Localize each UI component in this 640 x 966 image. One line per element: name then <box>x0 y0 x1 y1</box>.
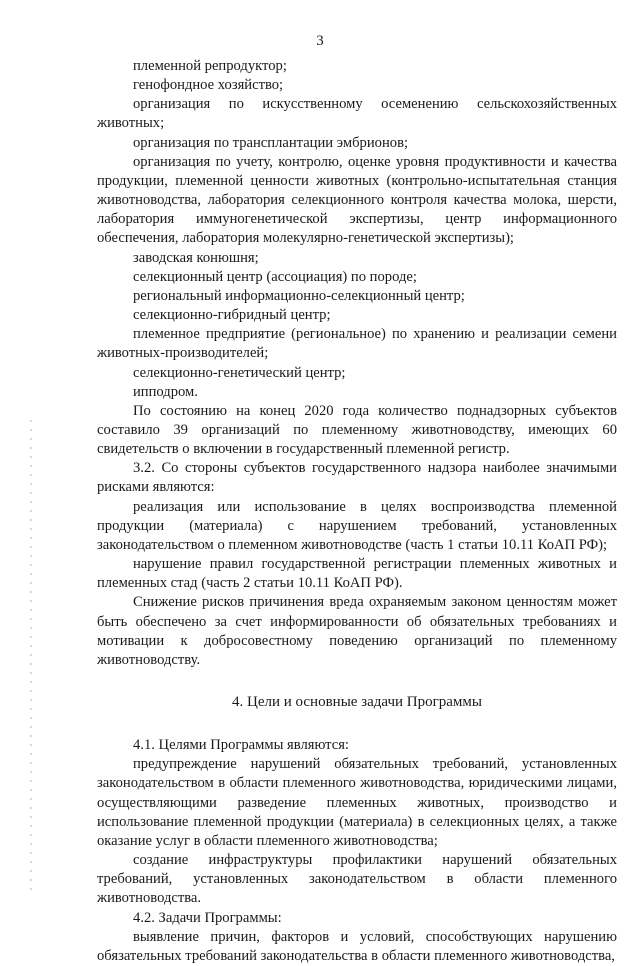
paragraph: организация по искусственному осеменению сельскохозяйственных животных; <box>97 96 617 132</box>
paragraph: организация по учету, контролю, оценке уровня продуктивности и качества продукции, племенной ценности животных (контрольно-испытательная станция животноводства, лаборатория селекционного контроля качества молока, шерсти, лаборатория иммуногенетической экспертизы, центр информационного обеспечения, лаборатория молекулярно-генетической экспертизы); <box>97 153 617 247</box>
page-number: 3 <box>316 33 324 49</box>
paragraph: ипподром. <box>133 383 198 400</box>
document-body <box>97 57 617 966</box>
paragraph: 3.2. Со стороны субъектов государственного надзора наиболее значимыми рисками являются: <box>97 460 617 496</box>
paragraph: выявление причин, факторов и условий, способствующих нарушению обязательных требований законодательства в области племенного животноводства, <box>97 928 617 964</box>
scan-edge-artifact <box>30 420 32 890</box>
paragraph: 4.2. Задачи Программы: <box>133 909 282 926</box>
paragraph: организация по трансплантации эмбрионов; <box>133 134 409 151</box>
paragraph: генофондное хозяйство; <box>133 77 284 94</box>
paragraph: Снижение рисков причинения вреда охраняемым законом ценностям может быть обеспечено за счет информированности об обязательных требованиях и мотивации к добросовестному поведению организаций по племенному животноводству. <box>97 594 617 668</box>
paragraph: реализация или использование в целях воспроизводства племенной продукции (материала) с нарушением требований, установленных законодательством о племенном животноводстве (часть 1 статьи 10.11 КоАП РФ); <box>97 498 617 553</box>
paragraph: селекционно-гибридный центр; <box>133 307 331 324</box>
paragraph: селекционно-генетический центр; <box>133 364 346 381</box>
paragraph: По состоянию на конец 2020 года количество поднадзорных субъектов составило 39 организаций по племенному животноводству, имеющих 60 свидетельств о включении в государственный племенной регистр. <box>97 402 617 458</box>
paragraph: 4.1. Целями Программы являются: <box>133 737 349 754</box>
paragraph: заводская конюшня; <box>133 249 259 266</box>
paragraph: региональный информационно-селекционный центр; <box>133 287 465 304</box>
paragraph: селекционный центр (ассоциация) по породе; <box>133 268 417 285</box>
paragraph: создание инфраструктуры профилактики нарушений обязательных требований, установленных законодательством в области племенного животноводства. <box>97 852 617 907</box>
section-heading: 4. Цели и основные задачи Программы <box>232 694 482 710</box>
paragraph: племенное предприятие (региональное) по хранению и реализации семени животных-производителей; <box>97 326 617 362</box>
paragraph: нарушение правил государственной регистрации племенных животных и племенных стад (часть 2 статьи 10.11 КоАП РФ). <box>97 556 617 592</box>
paragraph: племенной репродуктор; <box>133 58 287 74</box>
paragraph: предупреждение нарушений обязательных требований, установленных законодательством в области племенного животноводства, юридическими лицами, осуществляющими разведение племенных животных, производство и использование племенной продукции (материала) в селекционных целях, а также оказание услуг в области племенного животноводства; <box>97 756 617 849</box>
